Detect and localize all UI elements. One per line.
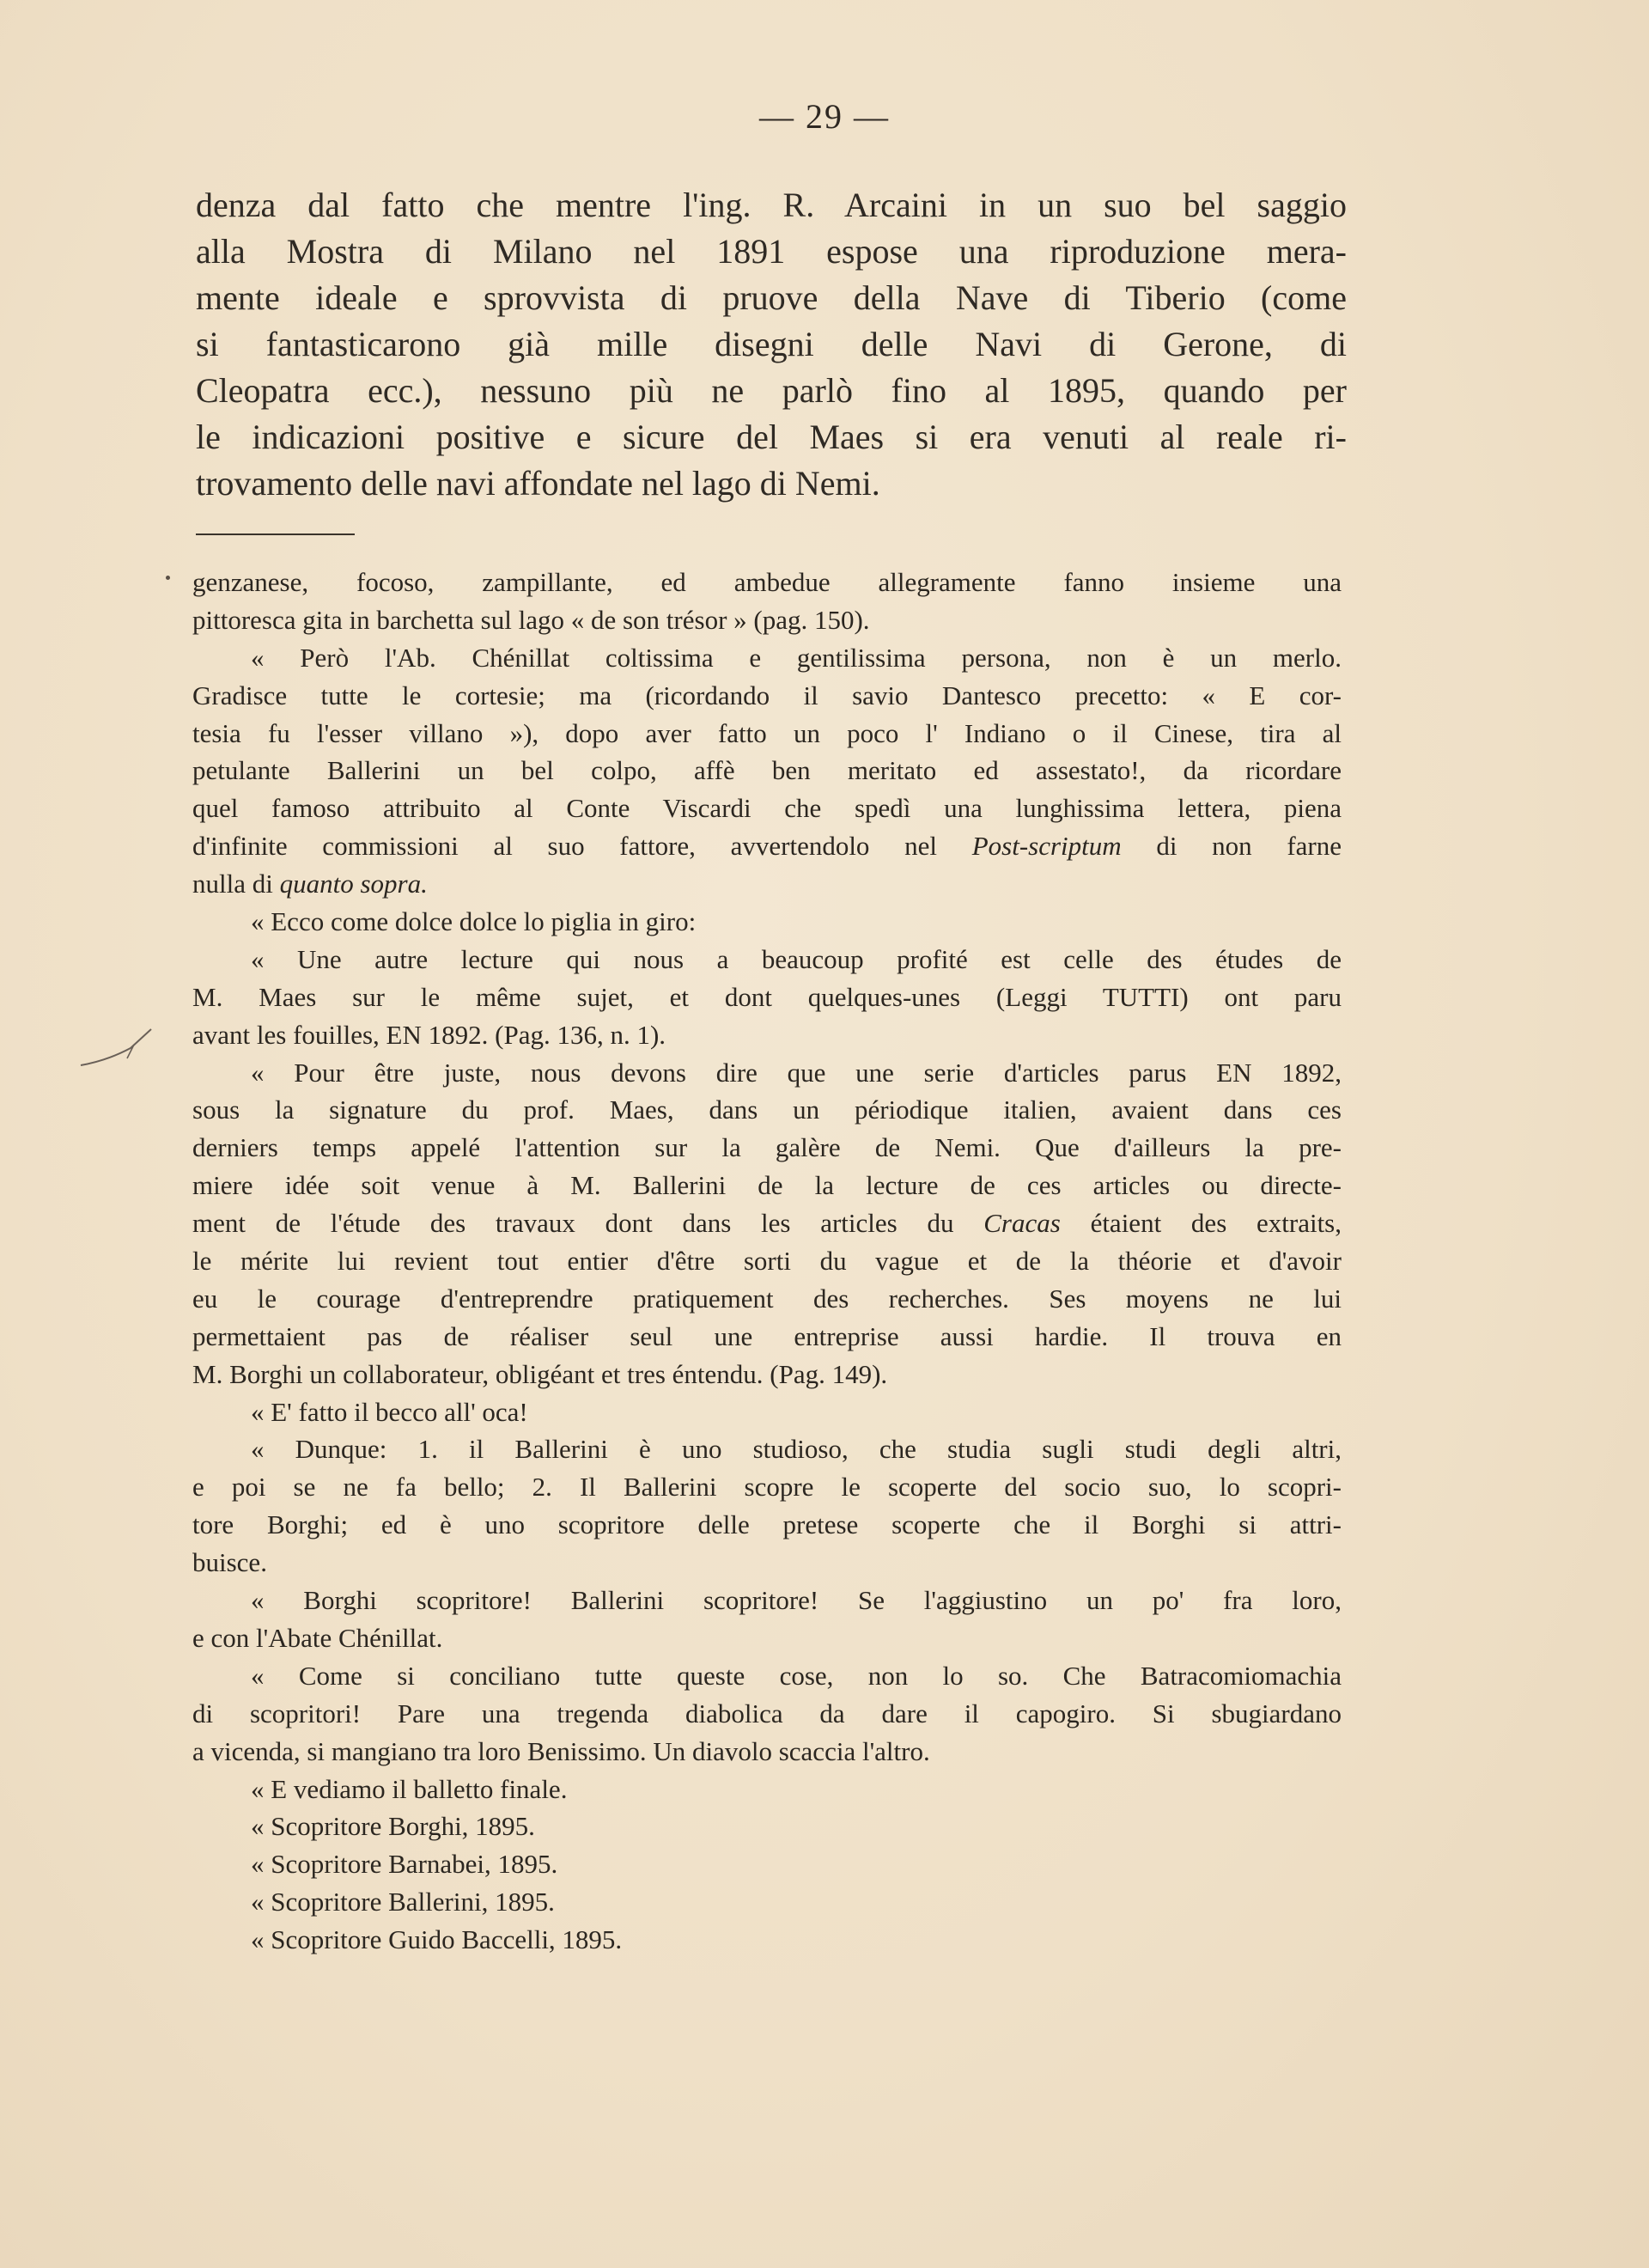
- note-line: buisce.: [192, 1547, 267, 1578]
- note-line: M. Borghi un collaborateur, obligéant et tres éntendu. (Pag. 149).: [192, 1358, 888, 1389]
- note-line: [192, 865, 1342, 903]
- note-line: avant les fouilles, EN 1892. (Pag. 136, n. 1).: [192, 1019, 666, 1050]
- note-line: Gradisce tutte le cortesie; ma (ricordando il savio Dantesco precetto: « E cor-: [192, 680, 1342, 710]
- note-fragment: étaient des extraits,: [1060, 1208, 1342, 1239]
- body-line: denza dal fatto che mentre l'ing. R. Arcaini in un suo bel saggio: [196, 186, 1347, 224]
- note-line: pittoresca gita in barchetta sul lago « de son trésor » (pag. 150).: [192, 604, 870, 635]
- body-line: trovamento delle navi affondate nel lago di Nemi.: [196, 464, 880, 503]
- note-fragment: nulla di: [192, 869, 273, 899]
- note-line: « Une autre lecture qui nous a beaucoup profité est celle des études de: [251, 943, 1342, 974]
- note-line: sous la signature du prof. Maes, dans un périodique italien, avaient dans ces: [192, 1094, 1342, 1125]
- margin-dot: [166, 576, 170, 580]
- note-italic: quanto sopra.: [279, 869, 428, 899]
- margin-pencil-mark: [79, 1024, 156, 1076]
- note-line: « Dunque: 1. il Ballerini è uno studioso, che studia sugli studi degli altri,: [251, 1434, 1342, 1465]
- note-line: di scopritori! Pare una tregenda diabolica da dare il capogiro. Si sbugiardano: [192, 1698, 1342, 1728]
- note-line: e con l'Abate Chénillat.: [192, 1622, 443, 1653]
- note-line: [192, 827, 1342, 865]
- note-line: a vicenda, si mangiano tra loro Benissimo. Un diavolo scaccia l'altro.: [192, 1735, 930, 1766]
- note-line: « E vediamo il balletto finale.: [251, 1773, 568, 1804]
- note-line: le mérite lui revient tout entier d'être sorti du vague et de la théorie et d'avoir: [192, 1246, 1342, 1277]
- main-body-text: [196, 182, 1347, 507]
- note-line: « E' fatto il becco all' oca!: [251, 1396, 528, 1427]
- page-number: — 29 —: [759, 97, 890, 136]
- note-italic: Post-scriptum: [971, 831, 1122, 862]
- note-line: « Ecco come dolce dolce lo piglia in giro:: [251, 906, 697, 937]
- note-line: « Come si conciliano tutte queste cose, non lo so. Che Batracomiomachia: [251, 1660, 1342, 1691]
- body-line: Cleopatra ecc.), nessuno più ne parlò fino al 1895, quando per: [196, 371, 1347, 410]
- note-line: « Scopritore Guido Baccelli, 1895.: [251, 1924, 623, 1955]
- note-line: e poi se ne fa bello; 2. Il Ballerini scopre le scoperte del socio suo, lo scopri-: [192, 1472, 1342, 1503]
- note-line: genzanese, focoso, zampillante, ed ambedue allegramente fanno insieme una: [192, 567, 1342, 597]
- note-line: tesia fu l'esser villano »), dopo aver fatto un poco l' Indiano o il Cinese, tira al: [192, 717, 1342, 748]
- body-line: si fantasticarono già mille disegni delle Navi di Gerone, di: [196, 325, 1347, 363]
- note-line: « Scopritore Borghi, 1895.: [251, 1811, 535, 1842]
- note-line: « Però l'Ab. Chénillat coltissima e gentilissima persona, non è un merlo.: [251, 642, 1342, 673]
- footnote-text: [192, 564, 1342, 1959]
- body-line: mente ideale e sprovvista di pruove della Nave di Tiberio (come: [196, 278, 1347, 317]
- note-fragment: di non farne: [1121, 831, 1342, 862]
- note-line: M. Maes sur le même sujet, et dont quelques-unes (Leggi TUTTI) ont paru: [192, 981, 1342, 1012]
- note-line: derniers temps appelé l'attention sur la galère de Nemi. Que d'ailleurs la pre-: [192, 1132, 1342, 1163]
- note-line: « Scopritore Barnabei, 1895.: [251, 1849, 558, 1880]
- body-line: le indicazioni positive e sicure del Maes si era venuti al reale ri-: [196, 418, 1347, 456]
- body-line: alla Mostra di Milano nel 1891 espose una riproduzione mera-: [196, 232, 1347, 271]
- note-line: [192, 1204, 1342, 1242]
- note-line: tore Borghi; ed è uno scopritore delle pretese scoperte che il Borghi si attri-: [192, 1509, 1342, 1540]
- note-fragment: d'infinite commissioni al suo fattore, avvertendolo nel: [192, 831, 937, 862]
- note-line: quel famoso attribuito al Conte Viscardi che spedì una lunghissima lettera, piena: [192, 793, 1342, 824]
- note-line: permettaient pas de réaliser seul une entreprise aussi hardie. Il trouva en: [192, 1320, 1342, 1351]
- note-line: miere idée soit venue à M. Ballerini de la lecture de ces articles ou directe-: [192, 1170, 1342, 1201]
- note-italic: Cracas: [983, 1208, 1061, 1239]
- note-line: eu le courage d'entreprendre pratiquement des recherches. Ses moyens ne lui: [192, 1283, 1342, 1314]
- note-line: « Scopritore Ballerini, 1895.: [251, 1887, 555, 1917]
- note-line: « Borghi scopritore! Ballerini scopritore! Se l'aggiustino un po' fra loro,: [251, 1585, 1342, 1616]
- note-line: petulante Ballerini un bel colpo, affè ben meritato ed assestato!, da ricordare: [192, 755, 1342, 786]
- note-fragment: ment de l'étude des travaux dont dans les articles du: [192, 1208, 954, 1239]
- note-line: « Pour être juste, nous devons dire que une serie d'articles parus EN 1892,: [251, 1057, 1342, 1088]
- footnote-separator: [196, 533, 355, 535]
